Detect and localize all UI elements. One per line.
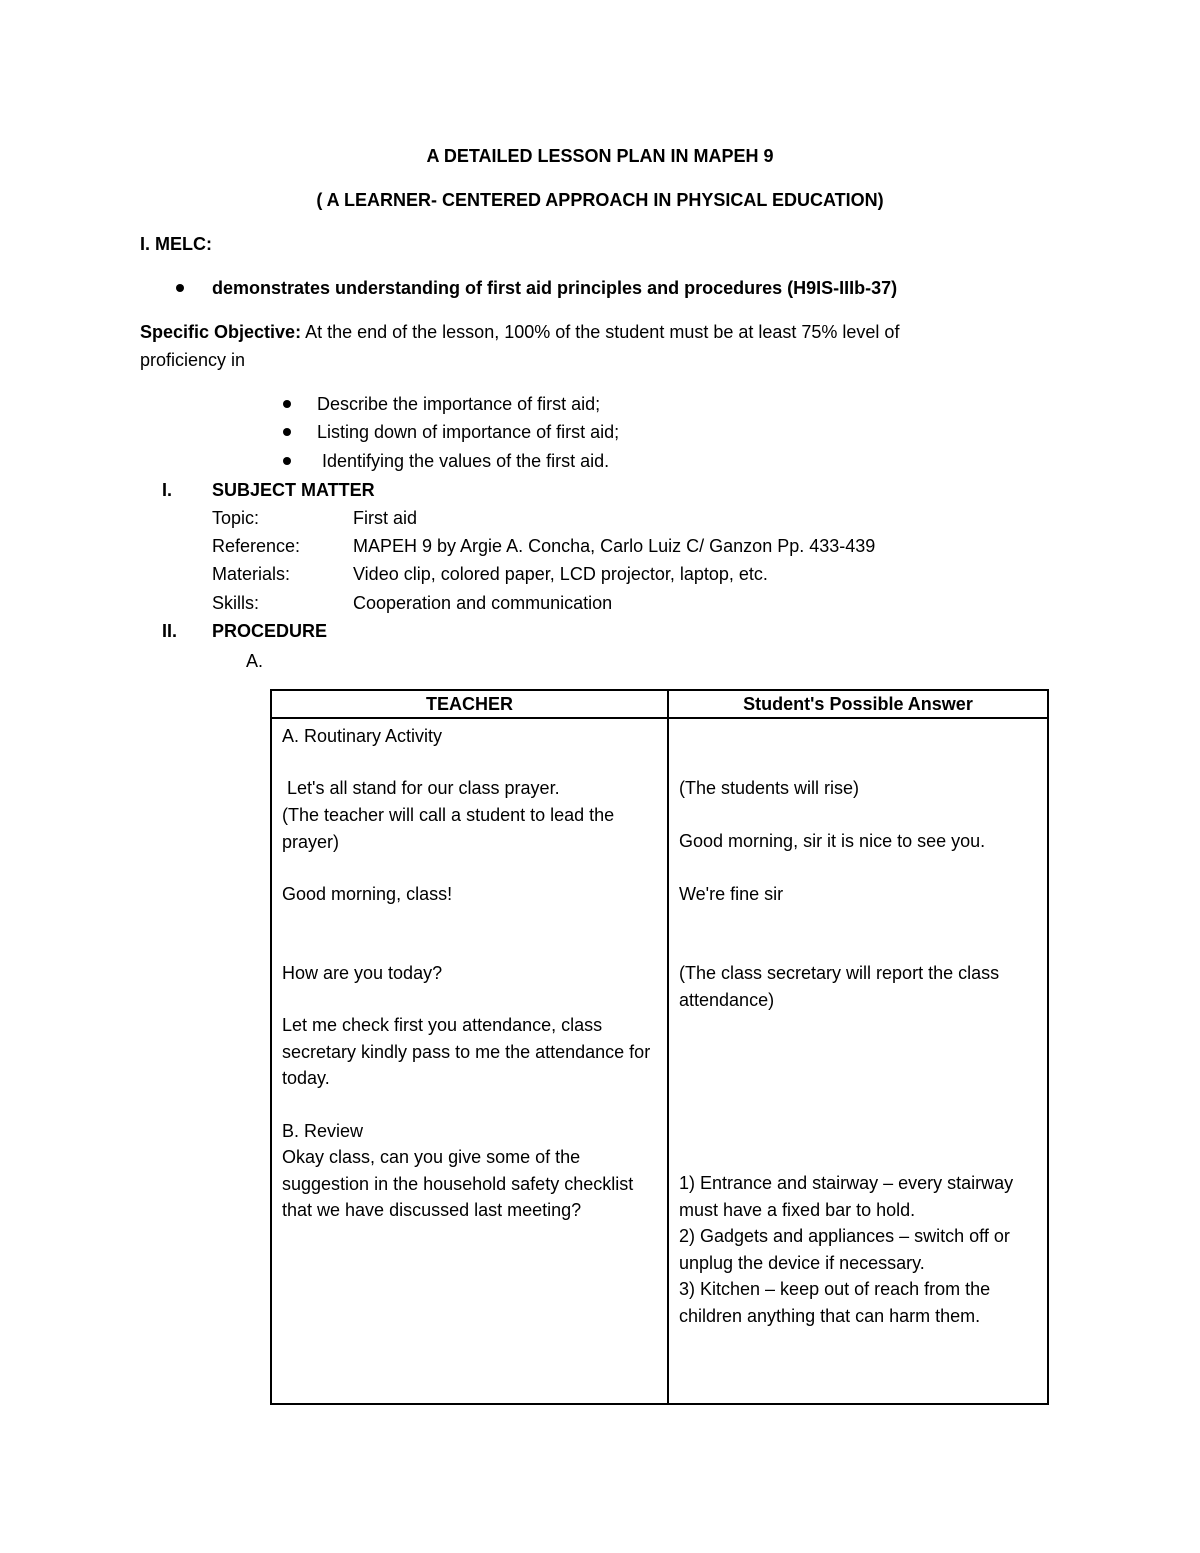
reference-label: Reference:	[212, 536, 301, 556]
student-fine: We're fine sir	[679, 884, 784, 904]
prayer-note: (The teacher will call a student to lead the prayer)	[282, 805, 615, 852]
attendance-report: (The class secretary will report the class attendance)	[679, 963, 1000, 1010]
student-rise: (The students will rise)	[679, 778, 860, 798]
procedure-sub-a: A.	[246, 651, 264, 671]
bullet-icon	[176, 284, 184, 292]
review-answer-3: 3) Kitchen – keep out of reach from the children anything that can harm them.	[679, 1279, 991, 1326]
attendance-request: Let me check first you attendance, class secretary kindly pass to me the attendance for today.	[282, 1015, 651, 1088]
student-greeting-reply: Good morning, sir it is nice to see you.	[679, 831, 986, 851]
objective-line-2: proficiency in	[140, 350, 246, 370]
objective-bullet-3: Identifying the values of the first aid.	[317, 451, 610, 471]
review-answer-1: 1) Entrance and stairway – every stairway must have a fixed bar to hold.	[679, 1173, 1014, 1220]
review-answer-2: 2) Gadgets and appliances – switch off or unplug the device if necessary.	[679, 1226, 1010, 1273]
bullet-icon	[283, 457, 291, 465]
teacher-column-header: TEACHER	[271, 690, 668, 718]
bullet-icon	[283, 428, 291, 436]
procedure-numeral: II.	[162, 621, 178, 641]
bullet-icon	[283, 400, 291, 408]
reference-value: MAPEH 9 by Argie A. Concha, Carlo Luiz C/ Ganzon Pp. 433-439	[353, 536, 876, 556]
teacher-greeting: Good morning, class!	[282, 884, 453, 904]
materials-label: Materials:	[212, 564, 291, 584]
skills-label: Skills:	[212, 593, 260, 613]
objective-text: At the end of the lesson, 100% of the student must be at least 75% level of	[301, 322, 900, 342]
objective-bullet-2: Listing down of importance of first aid;	[317, 422, 620, 442]
lesson-procedure-table	[270, 689, 1049, 1405]
student-column-header: Student's Possible Answer	[668, 690, 1048, 718]
melc-item: demonstrates understanding of first aid principles and procedures (H9IS-IIIb-37)	[212, 278, 898, 298]
review-question: Okay class, can you give some of the suggestion in the household safety checklist that we have discussed last meeting?	[282, 1147, 634, 1220]
prayer-instruction: Let's all stand for our class prayer.	[282, 778, 560, 798]
topic-value: First aid	[353, 508, 418, 528]
routinary-activity-heading: A. Routinary Activity	[282, 726, 443, 746]
page-title: A DETAILED LESSON PLAN IN MAPEH 9	[426, 146, 774, 166]
materials-value: Video clip, colored paper, LCD projector, laptop, etc.	[353, 564, 768, 584]
objective-label: Specific Objective:	[140, 322, 302, 342]
how-are-you: How are you today?	[282, 963, 443, 983]
topic-label: Topic:	[212, 508, 260, 528]
melc-heading: I. MELC:	[140, 234, 212, 254]
subject-matter-numeral: I.	[162, 480, 173, 500]
objective-line-1	[140, 322, 899, 343]
student-cell	[668, 718, 1048, 1404]
procedure-heading: PROCEDURE	[212, 621, 328, 641]
teacher-cell	[271, 718, 668, 1404]
subject-matter-heading: SUBJECT MATTER	[212, 480, 375, 500]
skills-value: Cooperation and communication	[353, 593, 613, 613]
objective-bullet-1: Describe the importance of first aid;	[317, 394, 601, 414]
review-heading: B. Review	[282, 1121, 364, 1141]
page-subtitle: ( A LEARNER- CENTERED APPROACH IN PHYSICAL EDUCATION)	[316, 190, 884, 210]
